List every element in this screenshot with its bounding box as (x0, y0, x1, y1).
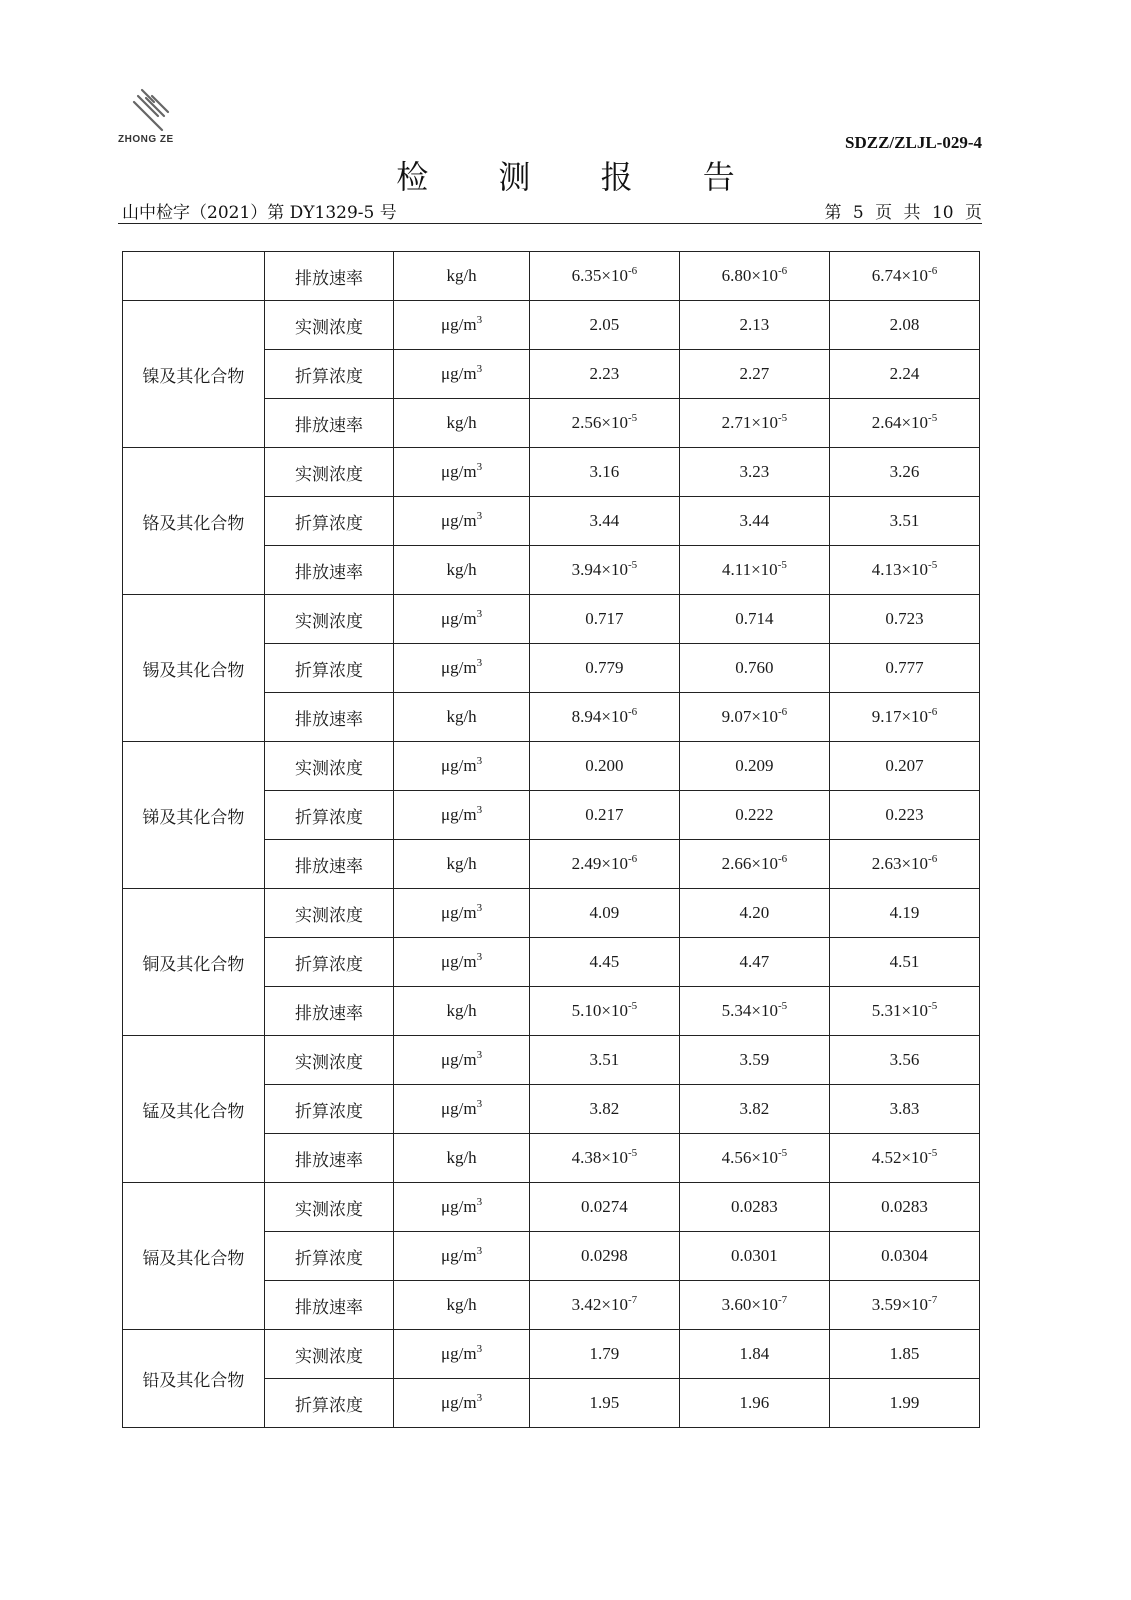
unit-cell: kg/h (394, 693, 530, 742)
value-cell: 3.26 (829, 448, 979, 497)
value-cell: $2.71\times 10^{-5}$ (679, 399, 829, 448)
item-cell: 折算浓度 (264, 1379, 393, 1428)
unit-cell: kg/h (394, 987, 530, 1036)
unit-exponent: 3 (476, 1196, 483, 1208)
value-cell: $4.52\times 10^{-5}$ (829, 1134, 979, 1183)
value-cell: 0.222 (679, 791, 829, 840)
value-cell: $6.74\times 10^{-6}$ (829, 252, 979, 301)
unit-exponent: 3 (476, 1343, 483, 1355)
value-cell: 0.0298 (529, 1232, 679, 1281)
value-cell: 4.45 (529, 938, 679, 987)
value-cell: $4.13\times 10^{-5}$ (829, 546, 979, 595)
table-row (123, 1330, 980, 1379)
value-cell: 2.27 (679, 350, 829, 399)
value-cell: 3.82 (529, 1085, 679, 1134)
unit-cell: $\mu g/m^3$ (394, 350, 530, 399)
logo-text: ZHONG ZE (118, 134, 174, 145)
value-cell: $2.63\times 10^{-6}$ (829, 840, 979, 889)
value-cell: 3.51 (829, 497, 979, 546)
item-cell: 排放速率 (264, 987, 393, 1036)
unit-exponent: 3 (476, 755, 483, 767)
company-logo (118, 88, 188, 148)
unit-exponent: 3 (476, 657, 483, 669)
table-row (123, 1036, 980, 1085)
unit-cell: kg/h (394, 840, 530, 889)
value-cell: 2.13 (679, 301, 829, 350)
value-exponent: -6 (627, 853, 638, 865)
value-cell: 3.82 (679, 1085, 829, 1134)
table-row (123, 742, 980, 791)
value-cell: 4.19 (829, 889, 979, 938)
item-cell: 折算浓度 (264, 791, 393, 840)
value-cell: 4.09 (529, 889, 679, 938)
item-cell: 实测浓度 (264, 1330, 393, 1379)
unit-exponent: 3 (476, 363, 483, 375)
item-cell: 折算浓度 (264, 644, 393, 693)
unit-cell: kg/h (394, 399, 530, 448)
value-exponent: -7 (627, 1294, 638, 1306)
item-cell: 折算浓度 (264, 1085, 393, 1134)
item-cell: 实测浓度 (264, 742, 393, 791)
item-cell: 实测浓度 (264, 301, 393, 350)
value-cell: 1.79 (529, 1330, 679, 1379)
value-cell: $3.94\times 10^{-5}$ (529, 546, 679, 595)
value-cell: $2.49\times 10^{-6}$ (529, 840, 679, 889)
value-cell: 2.08 (829, 301, 979, 350)
unit-cell: kg/h (394, 1134, 530, 1183)
value-cell: 0.0283 (829, 1183, 979, 1232)
unit-cell: kg/h (394, 1281, 530, 1330)
unit-cell: $\mu g/m^3$ (394, 1232, 530, 1281)
value-cell: 0.779 (529, 644, 679, 693)
value-cell: 0.217 (529, 791, 679, 840)
item-cell: 排放速率 (264, 546, 393, 595)
value-cell: $6.80\times 10^{-6}$ (679, 252, 829, 301)
unit-cell: $\mu g/m^3$ (394, 448, 530, 497)
value-cell: $2.56\times 10^{-5}$ (529, 399, 679, 448)
value-exponent: -5 (928, 559, 938, 571)
value-cell: 1.85 (829, 1330, 979, 1379)
value-cell: $8.94\times 10^{-6}$ (529, 693, 679, 742)
item-cell: 折算浓度 (264, 350, 393, 399)
value-exponent: -7 (928, 1294, 938, 1306)
unit-cell: kg/h (394, 252, 530, 301)
value-cell: $3.60\times 10^{-7}$ (679, 1281, 829, 1330)
table-row (123, 252, 980, 301)
compound-cell: 铅及其化合物 (123, 1330, 265, 1428)
document-code: SDZZ/ZLJL-029-4 (845, 133, 982, 152)
unit-exponent: 3 (476, 804, 483, 816)
value-exponent: -5 (928, 1000, 938, 1012)
compound-cell: 铬及其化合物 (123, 448, 265, 595)
unit-cell: $\mu g/m^3$ (394, 301, 530, 350)
item-cell: 折算浓度 (264, 1232, 393, 1281)
unit-cell: $\mu g/m^3$ (394, 1330, 530, 1379)
value-cell: 0.207 (829, 742, 979, 791)
compound-cell: 锡及其化合物 (123, 595, 265, 742)
item-cell: 实测浓度 (264, 889, 393, 938)
value-cell: 0.223 (829, 791, 979, 840)
value-cell: 2.05 (529, 301, 679, 350)
unit-cell: $\mu g/m^3$ (394, 644, 530, 693)
value-exponent: -5 (627, 1000, 638, 1012)
item-cell: 折算浓度 (264, 497, 393, 546)
value-cell: $2.64\times 10^{-5}$ (829, 399, 979, 448)
item-cell: 排放速率 (264, 1281, 393, 1330)
value-cell: $4.38\times 10^{-5}$ (529, 1134, 679, 1183)
report-number: 山中检字（2021）第 DY1329-5 号 (122, 203, 397, 223)
value-cell: 0.209 (679, 742, 829, 791)
value-exponent: -5 (928, 1147, 938, 1159)
unit-exponent: 3 (476, 1245, 483, 1257)
value-exponent: -5 (777, 559, 787, 571)
item-cell: 实测浓度 (264, 448, 393, 497)
value-cell: 0.723 (829, 595, 979, 644)
page-indicator: 第 5 页 共 10 页 (824, 203, 982, 223)
unit-cell: kg/h (394, 546, 530, 595)
compound-cell (123, 252, 265, 301)
value-cell: 0.0304 (829, 1232, 979, 1281)
table-row (123, 595, 980, 644)
unit-cell: $\mu g/m^3$ (394, 497, 530, 546)
value-cell: 3.44 (679, 497, 829, 546)
results-table (122, 251, 980, 1428)
compound-cell: 镍及其化合物 (123, 301, 265, 448)
value-cell: $3.59\times 10^{-7}$ (829, 1281, 979, 1330)
value-cell: 3.59 (679, 1036, 829, 1085)
unit-cell: $\mu g/m^3$ (394, 791, 530, 840)
value-exponent: -5 (778, 1000, 788, 1012)
value-cell: $4.56\times 10^{-5}$ (679, 1134, 829, 1183)
table-row (123, 448, 980, 497)
value-exponent: -6 (778, 706, 788, 718)
unit-cell: $\mu g/m^3$ (394, 1085, 530, 1134)
value-cell: 3.16 (529, 448, 679, 497)
value-exponent: -5 (778, 412, 788, 424)
value-cell: 3.23 (679, 448, 829, 497)
value-cell: 0.760 (679, 644, 829, 693)
unit-cell: $\mu g/m^3$ (394, 742, 530, 791)
item-cell: 实测浓度 (264, 1036, 393, 1085)
unit-cell: $\mu g/m^3$ (394, 595, 530, 644)
table-row (123, 301, 980, 350)
unit-exponent: 3 (476, 510, 483, 522)
value-cell: 0.714 (679, 595, 829, 644)
value-exponent: -6 (928, 265, 938, 277)
value-cell: $5.10\times 10^{-5}$ (529, 987, 679, 1036)
value-cell: 2.24 (829, 350, 979, 399)
value-exponent: -5 (627, 559, 638, 571)
compound-cell: 铜及其化合物 (123, 889, 265, 1036)
value-exponent: -7 (778, 1294, 788, 1306)
value-cell: 0.777 (829, 644, 979, 693)
item-cell: 排放速率 (264, 840, 393, 889)
value-cell: 4.51 (829, 938, 979, 987)
value-cell: $2.66\times 10^{-6}$ (679, 840, 829, 889)
unit-exponent: 3 (476, 1392, 483, 1404)
value-cell: $9.17\times 10^{-6}$ (829, 693, 979, 742)
value-exponent: -5 (627, 412, 638, 424)
value-cell: 3.51 (529, 1036, 679, 1085)
value-exponent: -6 (627, 706, 638, 718)
unit-exponent: 3 (476, 951, 483, 963)
unit-cell: $\mu g/m^3$ (394, 1036, 530, 1085)
value-cell: 4.20 (679, 889, 829, 938)
item-cell: 排放速率 (264, 1134, 393, 1183)
value-cell: 3.83 (829, 1085, 979, 1134)
value-cell: 3.56 (829, 1036, 979, 1085)
item-cell: 折算浓度 (264, 938, 393, 987)
compound-cell: 锰及其化合物 (123, 1036, 265, 1183)
item-cell: 实测浓度 (264, 595, 393, 644)
header-divider (118, 223, 982, 224)
value-cell: 0.0301 (679, 1232, 829, 1281)
value-cell: $4.11\times 10^{-5}$ (679, 546, 829, 595)
value-exponent: -6 (778, 853, 788, 865)
value-exponent: -6 (778, 265, 788, 277)
value-exponent: -6 (928, 706, 938, 718)
value-exponent: -5 (928, 412, 938, 424)
item-cell: 实测浓度 (264, 1183, 393, 1232)
value-cell: 1.96 (679, 1379, 829, 1428)
unit-cell: $\mu g/m^3$ (394, 938, 530, 987)
unit-cell: $\mu g/m^3$ (394, 1379, 530, 1428)
value-cell: 0.200 (529, 742, 679, 791)
compound-cell: 锑及其化合物 (123, 742, 265, 889)
table-row (123, 1183, 980, 1232)
table-row (123, 889, 980, 938)
unit-exponent: 3 (476, 1098, 483, 1110)
item-cell: 排放速率 (264, 399, 393, 448)
unit-exponent: 3 (476, 461, 483, 473)
item-cell: 排放速率 (264, 252, 393, 301)
value-exponent: -5 (778, 1147, 788, 1159)
unit-cell: $\mu g/m^3$ (394, 1183, 530, 1232)
value-cell: 0.717 (529, 595, 679, 644)
unit-exponent: 3 (476, 902, 483, 914)
value-cell: $6.35\times 10^{-6}$ (529, 252, 679, 301)
value-cell: $5.31\times 10^{-5}$ (829, 987, 979, 1036)
value-cell: 0.0274 (529, 1183, 679, 1232)
unit-cell: $\mu g/m^3$ (394, 889, 530, 938)
value-cell: 1.95 (529, 1379, 679, 1428)
value-cell: $5.34\times 10^{-5}$ (679, 987, 829, 1036)
compound-cell: 镉及其化合物 (123, 1183, 265, 1330)
value-cell: 0.0283 (679, 1183, 829, 1232)
value-cell: $9.07\times 10^{-6}$ (679, 693, 829, 742)
item-cell: 排放速率 (264, 693, 393, 742)
unit-exponent: 3 (476, 314, 483, 326)
value-cell: 2.23 (529, 350, 679, 399)
value-cell: 1.84 (679, 1330, 829, 1379)
value-exponent: -6 (928, 853, 938, 865)
report-title: 检 测 报 告 (396, 158, 765, 196)
value-cell: 3.44 (529, 497, 679, 546)
value-cell: $3.42\times 10^{-7}$ (529, 1281, 679, 1330)
value-cell: 1.99 (829, 1379, 979, 1428)
unit-exponent: 3 (476, 1049, 483, 1061)
value-cell: 4.47 (679, 938, 829, 987)
value-exponent: -6 (627, 265, 638, 277)
unit-exponent: 3 (476, 608, 483, 620)
value-exponent: -5 (627, 1147, 638, 1159)
zhongze-logo-icon (132, 88, 176, 132)
